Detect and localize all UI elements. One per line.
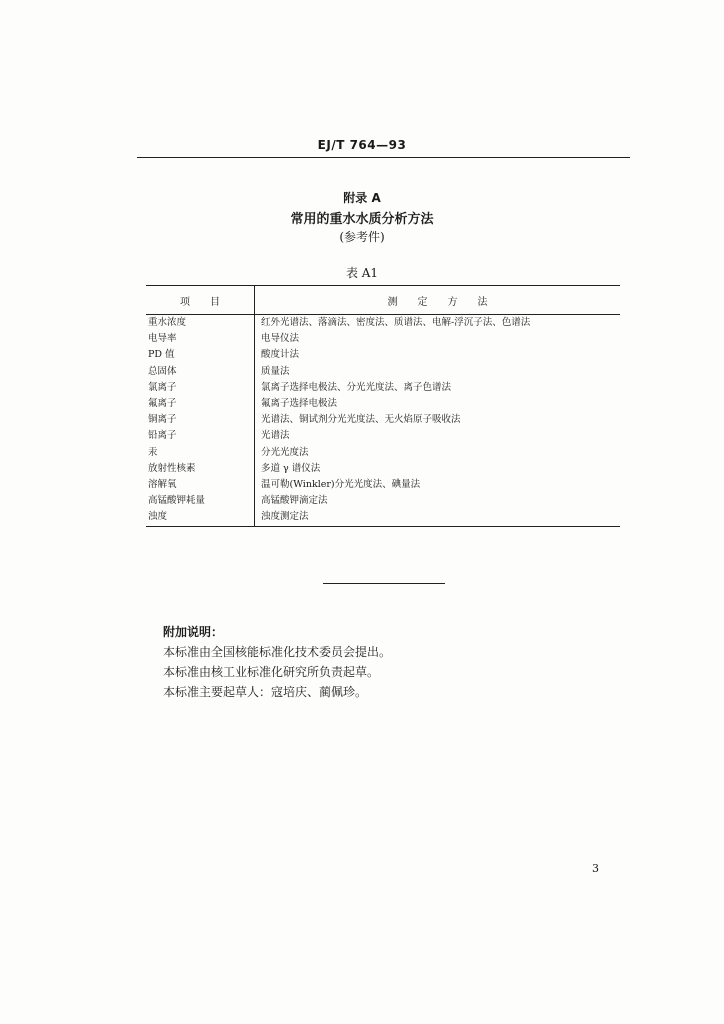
method-cell: 酸度计法 [261, 349, 300, 361]
table-row [146, 315, 620, 332]
table-row [146, 331, 620, 347]
header-item: 项 目 [146, 286, 255, 315]
item-cell: 铜离子 [146, 412, 255, 428]
method-cell: 高锰酸钾滴定法 [261, 495, 328, 507]
appendix-label: 附录 A [343, 191, 381, 205]
table-row [146, 477, 620, 493]
table-row [146, 428, 620, 444]
method-cell: 光谱法 [261, 430, 290, 442]
method-cell: 氟离子选择电极法 [261, 398, 338, 410]
notes-title: 附加说明： [163, 625, 224, 639]
item-cell: 总固体 [146, 364, 255, 380]
header-rule [137, 157, 630, 158]
table-row [146, 396, 620, 412]
section-divider [323, 583, 445, 584]
table-row [146, 445, 620, 461]
item-cell: PD 值 [146, 347, 255, 363]
table-row [146, 364, 620, 380]
method-cell: 氯离子选择电极法、分光光度法、离子色谱法 [261, 381, 452, 393]
item-cell: 溶解氧 [146, 477, 255, 493]
standard-code-header: EJ/T 764—93 [317, 138, 407, 152]
methods-table [146, 285, 620, 527]
page-number: 3 [592, 862, 599, 875]
method-cell: 电导仪法 [261, 333, 300, 345]
item-cell: 重水浓度 [146, 315, 255, 332]
method-cell: 质量法 [261, 365, 290, 377]
appendix-title: 常用的重水水质分析方法 [290, 212, 434, 227]
item-cell: 汞 [146, 445, 255, 461]
table-row [146, 509, 620, 526]
item-cell: 放射性核素 [146, 461, 255, 477]
method-cell: 光谱法、铜试剂分光光度法、无火焰原子吸收法 [261, 414, 461, 426]
notes-line: 本标准由核工业标准化研究所负责起草。 [163, 665, 380, 679]
item-cell: 浊度 [146, 509, 255, 526]
method-cell: 浊度测定法 [255, 509, 621, 526]
item-cell: 氟离子 [146, 396, 255, 412]
table-row [146, 412, 620, 428]
table-row [146, 380, 620, 396]
method-cell: 红外光谱法、落滴法、密度法、质谱法、电解-浮沉子法、色谱法 [261, 317, 531, 328]
header-method: 测 定 方 法 [255, 286, 621, 315]
table-row [146, 347, 620, 363]
item-cell: 高锰酸钾耗量 [146, 493, 255, 509]
appendix-note: (参考件) [339, 230, 385, 244]
notes-line: 本标准由全国核能标准化技术委员会提出。 [163, 645, 392, 659]
notes-line: 本标准主要起草人：寇培庆、蔺佩珍。 [163, 685, 368, 699]
method-cell: 分光光度法 [261, 446, 309, 458]
method-cell: 多道 γ 谱仪法 [261, 462, 321, 474]
additional-notes [163, 622, 391, 702]
method-cell: 温可勒(Winkler)分光光度法、碘量法 [261, 479, 421, 491]
table-row [146, 461, 620, 477]
table-caption: 表 A1 [345, 266, 379, 280]
table-header-row [146, 286, 620, 315]
table-row [146, 493, 620, 509]
item-cell: 铅离子 [146, 428, 255, 444]
item-cell: 电导率 [146, 331, 255, 347]
item-cell: 氯离子 [146, 380, 255, 396]
